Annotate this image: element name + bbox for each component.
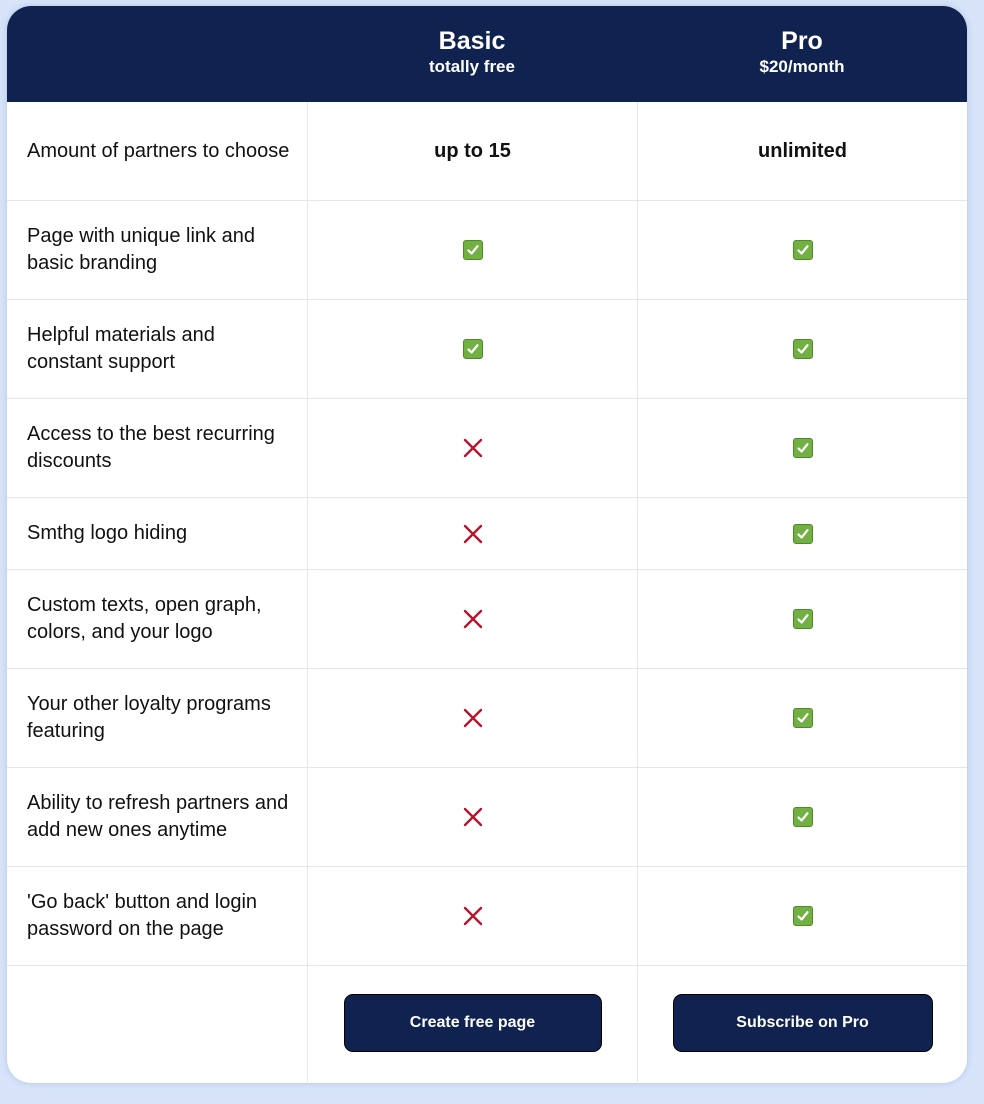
basic-action-cell	[307, 966, 637, 1082]
pro-feature-cell	[637, 498, 967, 569]
pro-feature-cell	[637, 102, 967, 200]
feature-row	[7, 867, 967, 966]
feature-label: Page with unique link and basic branding	[27, 225, 255, 274]
check-icon	[793, 438, 813, 458]
feature-label: Amount of partners to choose	[27, 139, 290, 162]
basic-feature-cell	[307, 201, 637, 299]
create-free-page-button[interactable]: Create free page	[344, 994, 602, 1052]
feature-row	[7, 498, 967, 570]
basic-feature-cell	[307, 867, 637, 965]
check-icon	[463, 339, 483, 359]
pro-feature-cell	[637, 201, 967, 299]
feature-label: Ability to refresh partners and add new ones anytime	[27, 792, 289, 841]
actions-spacer	[7, 966, 307, 1082]
feature-label: Smthg logo hiding	[27, 522, 188, 544]
cross-icon	[463, 609, 483, 629]
plan-pro-name: Pro	[781, 27, 823, 55]
pro-value: unlimited	[758, 139, 847, 162]
cross-icon	[463, 438, 483, 458]
feature-row	[7, 399, 967, 498]
feature-row	[7, 102, 967, 201]
basic-feature-cell	[307, 768, 637, 866]
check-icon	[793, 339, 813, 359]
subscribe-pro-button[interactable]: Subscribe on Pro	[673, 994, 933, 1052]
actions-row	[7, 966, 967, 1082]
basic-feature-cell	[307, 669, 637, 767]
plan-pro-price: $20/month	[759, 57, 845, 76]
pro-feature-cell	[637, 300, 967, 398]
feature-row	[7, 768, 967, 867]
check-icon	[793, 807, 813, 827]
plan-basic-price: totally free	[429, 57, 515, 76]
check-icon	[463, 240, 483, 260]
feature-row	[7, 201, 967, 300]
feature-row	[7, 300, 967, 399]
basic-value: up to 15	[434, 139, 511, 162]
feature-label: Helpful materials and constant support	[27, 324, 215, 373]
pro-feature-cell	[637, 669, 967, 767]
pricing-header	[7, 6, 967, 102]
basic-feature-cell	[307, 300, 637, 398]
basic-feature-cell	[307, 399, 637, 497]
plan-pro-header	[637, 6, 967, 102]
feature-row	[7, 669, 967, 768]
cross-icon	[463, 524, 483, 544]
check-icon	[793, 240, 813, 260]
cross-icon	[463, 906, 483, 926]
cross-icon	[463, 807, 483, 827]
pro-action-cell	[637, 966, 967, 1082]
pro-feature-cell	[637, 768, 967, 866]
check-icon	[793, 708, 813, 728]
basic-feature-cell	[307, 102, 637, 200]
plan-basic-name: Basic	[438, 27, 506, 55]
plan-basic-header	[307, 6, 637, 102]
basic-feature-cell	[307, 498, 637, 569]
check-icon	[793, 906, 813, 926]
pro-feature-cell	[637, 399, 967, 497]
header-spacer	[7, 6, 307, 102]
pricing-table	[7, 6, 967, 1083]
check-icon	[793, 524, 813, 544]
check-icon	[793, 609, 813, 629]
pro-feature-cell	[637, 570, 967, 668]
feature-label: Custom texts, open graph, colors, and your logo	[27, 594, 262, 643]
feature-label: 'Go back' button and login password on the page	[27, 891, 258, 940]
feature-label: Your other loyalty programs featuring	[27, 693, 271, 742]
feature-rows	[7, 102, 967, 966]
feature-label: Access to the best recurring discounts	[27, 423, 275, 472]
basic-feature-cell	[307, 570, 637, 668]
pro-feature-cell	[637, 867, 967, 965]
feature-row	[7, 570, 967, 669]
cross-icon	[463, 708, 483, 728]
